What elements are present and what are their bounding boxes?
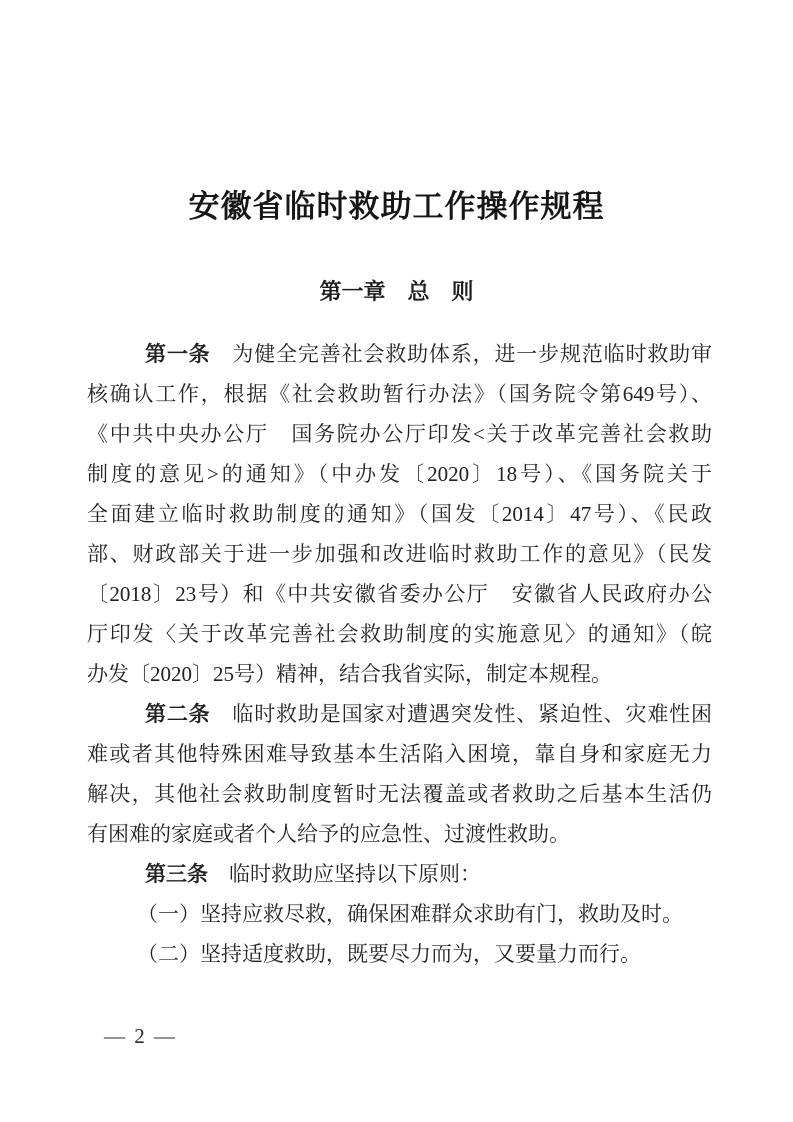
article-label: 第一条 — [145, 342, 211, 366]
text-segment: 有困难的家庭或者个人给予的应急性、过渡性救助。 — [87, 822, 570, 846]
text-segment: 《中共中央办公厅 国务院办公厅印发<关于改革完善社会救助 — [87, 422, 712, 446]
text-line — [87, 614, 712, 654]
text-segment: 核确认工作，根据《社会救助暂行办法》（国务院令第649号）、 — [87, 382, 712, 406]
text-line — [87, 854, 712, 894]
text-segment: 部、财政部关于进一步加强和改进临时救助工作的意见》（民发 — [87, 542, 712, 566]
text-line — [87, 934, 712, 974]
document-body — [87, 334, 712, 974]
text-segment: 临时救助应坚持以下原则： — [208, 862, 481, 886]
text-line — [87, 654, 712, 694]
article-label: 第二条 — [145, 702, 211, 726]
page-number: — 2 — — [104, 1024, 177, 1048]
text-line — [87, 494, 712, 534]
text-segment: 难或者其他特殊困难导致基本生活陷入困境，靠自身和家庭无力 — [87, 742, 712, 766]
text-line — [87, 574, 712, 614]
text-line — [87, 534, 712, 574]
text-line — [87, 694, 712, 734]
text-line — [87, 774, 712, 814]
text-line — [87, 334, 712, 374]
text-line — [87, 454, 712, 494]
article-label: 第三条 — [145, 862, 208, 886]
text-line — [87, 374, 712, 414]
text-line — [87, 734, 712, 774]
text-segment: 解决，其他社会救助制度暂时无法覆盖或者救助之后基本生活仍 — [87, 782, 712, 806]
text-segment: 制度的意见>的通知》（中办发〔2020〕18号）、《国务院关于 — [87, 462, 712, 486]
text-segment: 办发〔2020〕25号）精神，结合我省实际，制定本规程。 — [87, 662, 612, 686]
text-segment: 〔2018〕23号）和《中共安徽省委办公厅 安徽省人民政府办公 — [87, 582, 712, 606]
text-line — [87, 414, 712, 454]
text-segment: （一）坚持应救尽救，确保困难群众求助有门，救助及时。 — [137, 902, 683, 926]
document-title: 安徽省临时救助工作操作规程 — [188, 189, 605, 224]
text-segment: 厅印发〈关于改革完善社会救助制度的实施意见〉的通知》（皖 — [87, 622, 712, 646]
text-line — [87, 894, 712, 934]
text-segment: （二）坚持适度救助，既要尽力而为，又要量力而行。 — [137, 942, 641, 966]
text-segment: 全面建立临时救助制度的通知》（国发〔2014〕47号）、《民政 — [87, 502, 712, 526]
text-line — [87, 814, 712, 854]
chapter-heading: 第一章 总 则 — [319, 279, 474, 304]
text-segment: 为健全完善社会救助体系，进一步规范临时救助审 — [210, 342, 712, 366]
text-segment: 临时救助是国家对遭遇突发性、紧迫性、灾难性困 — [210, 702, 712, 726]
